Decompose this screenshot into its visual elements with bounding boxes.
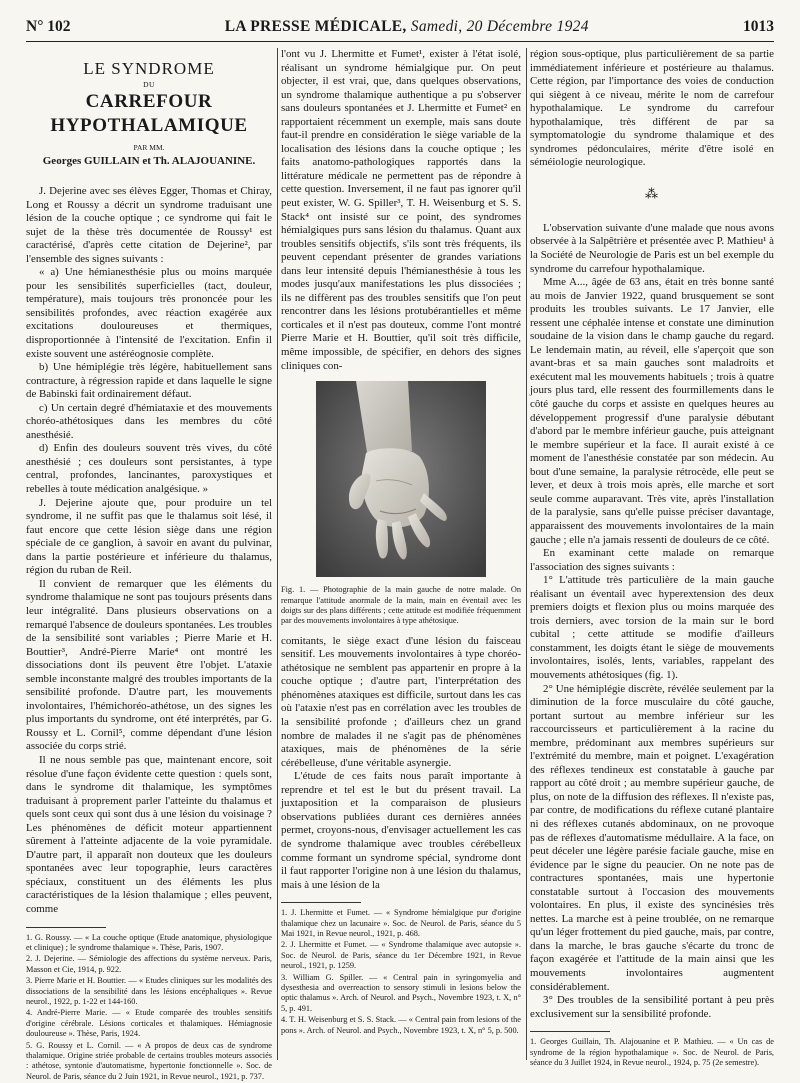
footnote: 2. J. Lhermitte et Fumet. — « Syndrome thalamique avec autopsie ». Soc. de Neurol. de Paris, séance du 1er Décembre 1921, in Revue neurol., 1921, p. 1259. bbox=[281, 940, 521, 971]
body-paragraph: Il convient de remarquer que les éléments du syndrome thalamique ne sont pas toujours présents dans leur intégralité. Dans plusieurs observations on a remarqué l'absence de douleurs spontanées. Les troubles de la sensibilité sont variables ; Pierre Marie et H. Bouttier³, André-Pierre Marie⁴ ont montré les dissociations dont ils peuvent être l'objet. L'ataxie semble inconstante malgré des troubles importants de la sensibilité profonde. D'autre part, les mouvements involontaires, l'hémichoréo-athétose, un des signes les plus importants du syndrome, ont été interprétés, par G. Roussy et L. Cornil⁵, comme dépendant d'une lésion associée du corps strié. bbox=[26, 577, 273, 753]
body-paragraph: 3° Des troubles de la sensibilité portant à peu près exclusivement sur la sensibilité profonde. bbox=[530, 994, 774, 1020]
footnotes bbox=[281, 902, 521, 1036]
column-3 bbox=[530, 48, 774, 1069]
footnote: 5. G. Roussy et L. Cornil. — « A propos de deux cas de syndrome thalamique. Origine striée probable de certains troubles moteurs associés : athétose, syntonie d'automatisme, hypertonie fonctionnelle ». Soc. de Neurol. de Paris, séance du 2 Juin 1921, in Revue neurol., 1921, p. 737. bbox=[26, 1040, 272, 1081]
footnote: 1. J. Lhermitte et Fumet. — « Syndrome hémialgique pur d'origine thalamique chez un lacunaire ». Soc. de Neurol. de Paris, séance du 5 Mai 1921, in Revue neurol., 1921, p. 468. bbox=[281, 908, 521, 938]
column-2 bbox=[281, 48, 521, 1037]
footnotes bbox=[26, 927, 272, 1083]
body-paragraph: L'observation suivante d'une malade que nous avons observée à la Salpêtrière et présentée avec P. Mathieu¹ à la Société de Neurologie de Paris est un bel exemple du syndrome du carrefour hypothalamique. bbox=[530, 221, 774, 275]
running-header bbox=[26, 18, 774, 42]
footnote-rule bbox=[530, 1031, 610, 1032]
body-paragraph: J. Dejerine avec ses élèves Egger, Thomas et Chiray, Long et Roussy a décrit un syndrome traduisant une lésion de la couche optique ; ce syndrome qui fait le sujet de la thèse très documentée de Roussy¹ est caractérisé, d'après cette citation de Dejerine², par l'ensemble des signes suivants : bbox=[26, 185, 272, 265]
section-separator: ⁂ bbox=[645, 185, 659, 201]
body-paragraph: En examinant cette malade on remarque l'association des signes suivants : bbox=[530, 547, 774, 573]
body-paragraph: Il ne nous semble pas que, maintenant encore, soit résolue d'une façon évidente cette question : quels sont, dans le syndrome dit thalamique, les symptômes traduisant à proprement parler l'atteinte du thalamus et quels sont ceux qui sont dus à une lésion du voisinage ? Les phénomènes de déficit moteur appartiennent sûrement à l'atteinte adjacente de la voie pyramidale. D'autre part, il apparaît non douteux que les douleurs spontanées avec leur topographie, leurs caractères spéciaux, constituent un des éléments les plus caractéristiques de la lésion thalamique ; elles peuvent, comme bbox=[26, 753, 272, 915]
footnote: 2. J. Dejerine. — Sémiologie des affections du système nerveux. Paris, Masson et Cie, 1914, p. 922. bbox=[26, 954, 272, 974]
title-by: PAR MM. bbox=[133, 143, 165, 152]
body-paragraph: 2° Une hémiplégie discrète, révélée seulement par la diminution de la force musculaire du côté gauche, portant surtout au membre inférieur sur les raccourcisseurs et particulièrement à la racine du membre, prédominant aux membres supérieurs sur l'extrémité du membre, main et poignet. L'exagération des réflexes tendineux est constatable à gauche par rapport au côté droit ; au membre supérieur gauche, de plus, on note de la diffusion des réflexes. Il n'existe pas, par contre, de modifications du réflexe cutané plantaire ni des réflexes cutanés abdominaux, on ne provoque pas de réflexes d'automatisme médullaire. A la face, on peut déceler une légère parésie faciale gauche, mise en évidence par le signe du peaucier. On ne note pas de contractures spontanées, mais une hypertonie constatable surtout à l'occasion des mouvements volontaires. En plus, il existe des syncinésies très nettes. La marche est à peine troublée, on ne remarque qu'un léger frottement du pied gauche, mais, par contre, dans la marche, le bras gauche s'écarte du tronc de façon exagérée et l'attitude de la main ainsi que les mouvements involontaires augmentent considérablement. bbox=[530, 682, 774, 993]
body-paragraph: J. Dejerine ajoute que, pour produire un tel syndrome, il ne suffit pas que le thalamus soit lésé, il faut encore que cette lésion siège dans une région spéciale de ce ganglion, à savoir en avant du pulvinar, dans la partie postérieure et inférieure du thalamus, région du ruban de Reil. bbox=[26, 496, 272, 577]
journal-title bbox=[225, 18, 589, 36]
figure-caption: Fig. 1. — Photographie de la main gauche de notre malade. On remarque l'attitude anormale de la main, main en éventail avec les doigts sur des plans différents ; cette attitude est modifiée fréquemment par des mouvements involontaires à type athétosique. bbox=[281, 585, 521, 626]
footnote: 1. G. Roussy. — « La couche optique (Etude anatomique, physiologique et clinique) ; le syndrome thalamique ». Thèse, Paris, 1907. bbox=[26, 932, 272, 952]
body-paragraph: b) Une hémiplégie très légère, habituellement sans contracture, à régression rapide et dans laquelle le signe de Babinski fait ordinairement défaut. bbox=[26, 361, 272, 401]
issue-date: Samedi, 20 Décembre 1924 bbox=[410, 18, 589, 35]
title-line-2: DU bbox=[143, 80, 155, 89]
body-paragraph: l'ont vu J. Lhermitte et Fumet¹, exister à l'état isolé, réalisant un syndrome hémialgique pur. On peut objecter, il est vrai, que, dans quelques observations, un syndrome thalamique authentique a pu s'observer sans douleurs spontanées et J. Lhermitte et Fumet² en rapportaient récemment un exemple, mais sans doute faut-il prendre en considération le siège variable de la localisation des lésions dans la couche optique ; les faits anatomo-pathologiques rapportés dans la littérature médicale ne permettent pas de répondre à cette question. Inversement, il ne faut pas ignorer qu'il peut exister, W. G. Spiller³, T. H. Weisenburg et S. S. Stack⁴ ont insisté sur ce point, des syndromes hémialgiques purs sans lésion du thalamus. Quant aux troubles sensitifs objectifs, s'ils sont très fréquents, ils peuvent cependant présenter de grandes variations dans leur intensité depuis l'hémianesthésie à tous les modes jusqu'aux manifestations les plus dissociées ; ils ne diffèrent pas des troubles sensitifs que l'on peut rencontrer dans les lésions protubérantielles et même corticales et il n'est pas douteux, comme l'ont montré Pierre Marie et H. Bouttier, qu'il soit très difficile, même impossible, de spécifier, en dehors des signes cliniques con- bbox=[281, 48, 521, 372]
article-title bbox=[26, 58, 272, 169]
footnote-rule bbox=[26, 927, 106, 928]
body-paragraph: L'étude de ces faits nous paraît importante à reprendre et tel est le but du présent travail. La juxtaposition et la comparaison de plusieurs observations publiées durant ces dernières années permet, croyons-nous, d'envisager actuellement les cas de syndrome thalamique avec troubles cérébelleux comme formant un syndrome spécial, syndrome dont il faut rapporter l'origine non à une lésion du thalamus, mais à une lésion de la bbox=[281, 770, 521, 891]
body-paragraph: c) Un certain degré d'hémiataxie et des mouvements choréo-athétosiques dans les membres du côté anesthésié. bbox=[26, 401, 272, 441]
body-paragraph: 1° L'attitude très particulière de la main gauche réalisant un éventail avec hyperextension des deux premiers doigts et flexion plus ou moins marquée des trois derniers, avec torsion de la main sur le bord cubital ; cette attitude se modifie d'ailleurs constamment, les doigts étant le siège de mouvements involontaires, isolés, lents, variables, rappelant des mouvements athétosiques (fig. 1). bbox=[530, 574, 774, 681]
body-paragraph: « a) Une hémianesthésie plus ou moins marquée pour les sensibilités superficielles (tact, douleur, température), mais toujours très prononcée pour les sensibilités profondes, avec réaction exagérée aux excitations douloureuses et thermiques, disproportionnée à l'intensité de l'excitation. Enfin il existe souvent une astéréognosie complète. bbox=[26, 266, 272, 360]
column-rule-2 bbox=[526, 48, 527, 1060]
footnotes bbox=[530, 1031, 774, 1068]
footnote: 4. André-Pierre Marie. — « Etude comparée des troubles sensitifs d'origine cérébrale. Lésions corticales et thalamiques. Hémiagnosie douloureuse ». Thèse, Paris, 1924. bbox=[26, 1008, 272, 1039]
footnote: 1. Georges Guillain, Th. Alajouanine et P. Mathieu. — « Un cas de syndrome de la région hypothalamique ». Soc. de Neurol. de Paris, séance du 3 Juillet 1924, in Revue neurol., 1924, p. 75 (2e semestre). bbox=[530, 1037, 774, 1067]
hand-photograph bbox=[316, 381, 486, 577]
title-main: CARREFOUR HYPOTHALAMIQUE bbox=[50, 91, 248, 136]
footnote: 3. William G. Spiller. — « Central pain in syringomyelia and dysesthesia and overreaction to sensory stimuli in lesions below the optic thalamus ». Arch. of Neurol. and Psych., Novembre 1923, t. X, n° 5, p. 491. bbox=[281, 972, 521, 1013]
body-paragraph: comitants, le siège exact d'une lésion du faisceau sensitif. Les mouvements involontaires à type choréo-athétosique ne semblent pas appartenir en propre à la couche optique ; d'autre part, l'interprétation des phénomènes ataxiques est difficile, surtout dans les cas où l'ataxie n'est pas en corrélation avec les troubles de la sensibilité profonde ; d'ailleurs chez un grand nombre de malades il ne s'agit pas de phénomènes ataxiques, mais de phénomènes de la série cérébelleuse, d'une véritable asynergie. bbox=[281, 634, 521, 769]
journal-name: LA PRESSE MÉDICALE, bbox=[224, 18, 407, 35]
body-paragraph: Mme A..., âgée de 63 ans, était en très bonne santé au mois de Janvier 1922, quand brusquement se sont produits les troubles suivants. Le 17 Janvier, elle ressent une céphalée intense et constate une diminution soudaine de la vision dans le champ gauche du regard. Le lendemain matin, au réveil, elle s'aperçoit que son avant-bras et sa main gauches sont maladroits et exécutent mal les mouvements habituels ; trois à quatre jours plus tard, elle ressent des fourmillements dans le côté gauche du corps et assiste en quelques heures au développement progressif d'une paralysie débutant d'abord par le membre inférieur gauche, puis atteignant le membre supérieur et la face. Il aurait existé à ce moment de l'anesthésie constatée par son médecin. Au bout d'une semaine, la paralysie rétrocède, elle peut se lever, et deux à trois mois après, elle marche et sort seule comme auparavant. Très vite, après l'installation de la paralysie, sans qu'elle puisse préciser davantage, apparaissent des mouvements involontaires de la main gauche ; elle n'a jamais ressenti de douleurs de ce côté. bbox=[530, 276, 774, 546]
column-1 bbox=[26, 48, 272, 1083]
footnote: 4. T. H. Weisenburg et S. S. Stack. — « Central pain from lesions of the pons ». Arch. of Neurol. and Psych., Novembre 1923, t. X, n° 5, p. 500. bbox=[281, 1015, 521, 1035]
hand-illustration bbox=[316, 381, 486, 577]
column-rule-1 bbox=[277, 48, 278, 1060]
footnote-rule bbox=[281, 902, 361, 903]
figure-1 bbox=[281, 381, 521, 627]
title-line-1: LE SYNDROME bbox=[83, 59, 215, 78]
article-authors: Georges GUILLAIN et Th. ALAJOUANINE. bbox=[42, 155, 256, 167]
issue-number: N° 102 bbox=[26, 18, 71, 35]
page-number: 1013 bbox=[742, 18, 774, 35]
footnote: 3. Pierre Marie et H. Bouttier. — « Etudes cliniques sur les modalités des dissociations de la sensibilité dans les lésions encéphaliques ». Revue neurol., 1922, p. 1-22 et 144-160. bbox=[26, 976, 272, 1006]
body-paragraph: d) Enfin des douleurs souvent très vives, du côté anesthésié ; ces douleurs sont persistantes, à type central, profondes, lancinantes, paroxystiques et rebelles à toute médication analgésique. » bbox=[26, 442, 272, 496]
body-paragraph: région sous-optique, plus particulièrement de sa partie immédiatement inférieure et postérieure au thalamus. Cette région, par l'importance des voies de conduction qui siègent à ce niveau, mérite le nom de carrefour hypothalamique. Le syndrome du carrefour hypothalamique, très différent de par sa symptomatologie du syndrome thalamique et des syndromes pédonculaires, mérite d'être isolé en séméiologie neurologique. bbox=[530, 48, 774, 169]
